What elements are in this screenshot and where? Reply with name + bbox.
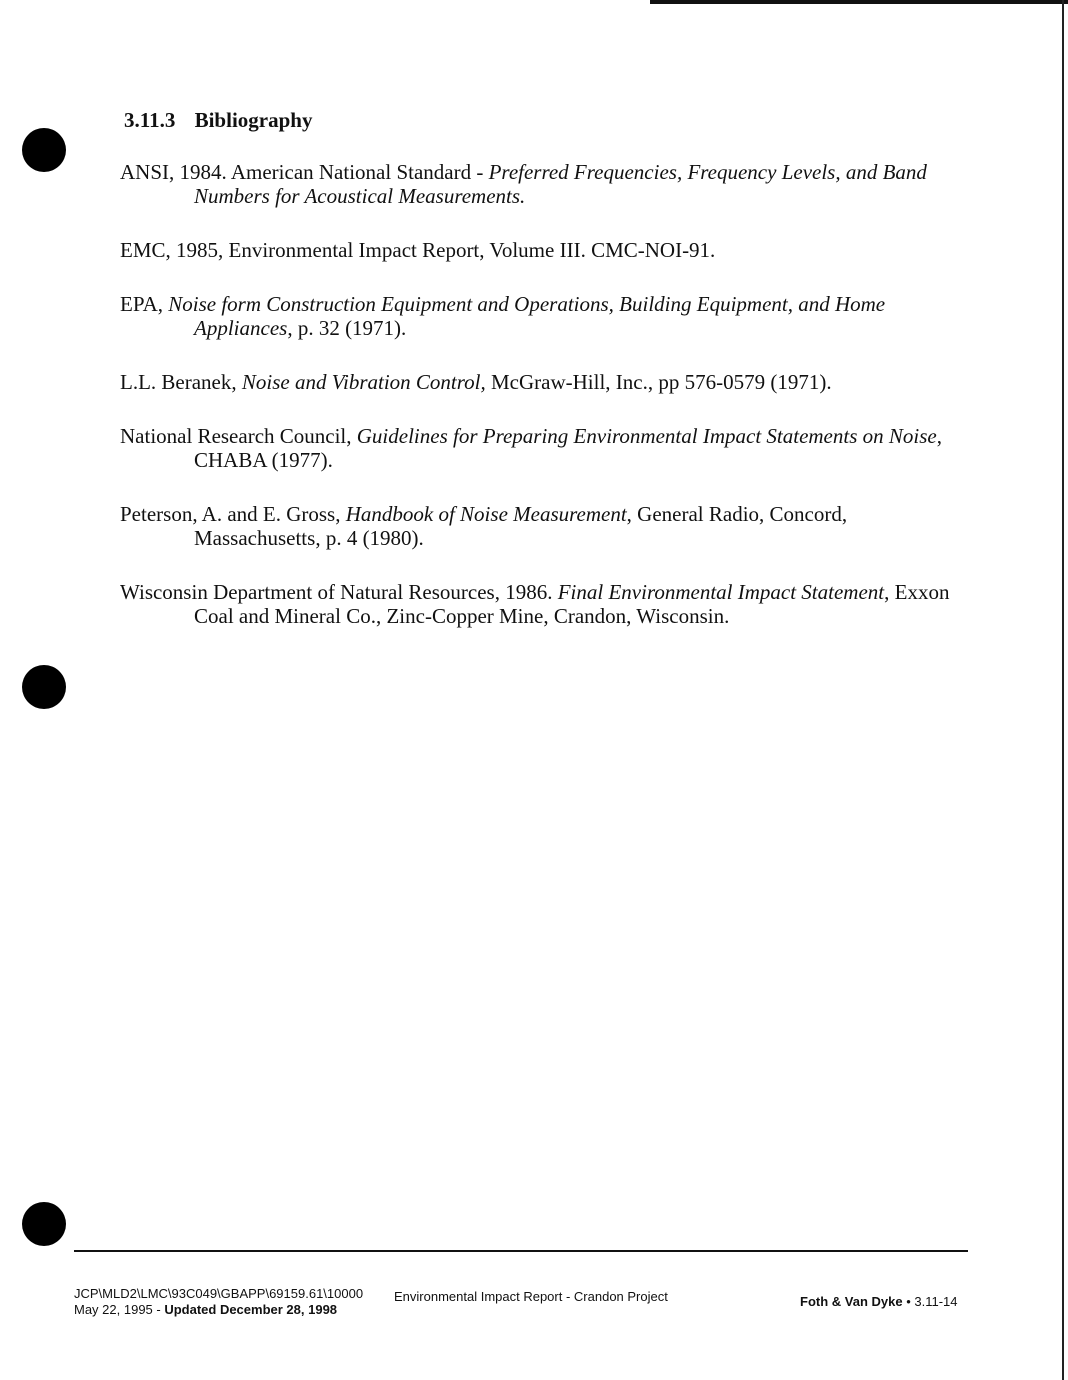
footer-date	[74, 1302, 337, 1317]
entry-title: Guidelines for Preparing Environmental Impact Statements on Noise	[356, 424, 937, 448]
bibliography-entry	[120, 424, 960, 472]
entry-text: Peterson, A. and E. Gross,	[120, 502, 346, 526]
bibliography-entry	[120, 370, 960, 394]
entry-text: EMC, 1985, Environmental Impact Report, Volume III. CMC-NOI-91.	[120, 238, 716, 262]
entry-text: L.L. Beranek,	[120, 370, 242, 394]
footer-firm: Foth & Van Dyke	[800, 1294, 903, 1309]
footer-separator: •	[902, 1294, 915, 1309]
bibliography-list	[120, 160, 960, 658]
entry-title: Preferred Frequencies, Frequency Levels, and Band Numbers for Acoustical Measurements.	[194, 160, 927, 208]
entry-text: , p. 32 (1971).	[287, 316, 407, 340]
section-number: 3.11.3	[124, 108, 176, 132]
footer-report-title: Environmental Impact Report - Crandon Project	[394, 1289, 668, 1304]
entry-text: ANSI, 1984. American National Standard -	[120, 160, 489, 184]
section-title: Bibliography	[194, 108, 313, 132]
footer-date-original: May 22, 1995 -	[74, 1302, 165, 1317]
footer-file-path: JCP\MLD2\LMC\93C049\GBAPP\69159.61\10000	[74, 1286, 364, 1301]
entry-text: , Exxon Coal and Mineral Co., Zinc-Copper Mine, Crandon, Wisconsin.	[194, 580, 950, 628]
punch-hole	[22, 1202, 66, 1246]
top-edge-rule	[650, 0, 1068, 4]
punch-hole	[22, 128, 66, 172]
bibliography-entry	[120, 580, 960, 628]
entry-text: , General Radio, Concord, Massachusetts, p. 4 (1980).	[194, 502, 848, 550]
bibliography-entry	[120, 292, 960, 340]
footer-rule	[74, 1250, 968, 1252]
entry-title: Final Environmental Impact Statement	[557, 580, 885, 604]
entry-title: Handbook of Noise Measurement	[345, 502, 627, 526]
entry-title: Noise form Construction Equipment and Operations, Building Equipment, and Home Appliances	[168, 292, 886, 340]
page-number: 3.11-14	[914, 1294, 958, 1309]
entry-text: Wisconsin Department of Natural Resources, 1986.	[120, 580, 558, 604]
punch-hole	[22, 665, 66, 709]
bibliography-entry	[120, 502, 960, 550]
entry-text: EPA,	[120, 292, 169, 316]
entry-text: , CHABA (1977).	[194, 424, 942, 472]
footer-date-updated: Updated December 28, 1998	[164, 1302, 338, 1317]
entry-title: Noise and Vibration Control,	[241, 370, 486, 394]
entry-text: National Research Council,	[120, 424, 357, 448]
section-heading	[124, 108, 312, 133]
footer-page-info	[800, 1294, 958, 1309]
page-edge	[1062, 0, 1064, 1380]
entry-text: McGraw-Hill, Inc., pp 576-0579 (1971).	[485, 370, 832, 394]
bibliography-entry	[120, 160, 960, 208]
bibliography-entry	[120, 238, 960, 262]
